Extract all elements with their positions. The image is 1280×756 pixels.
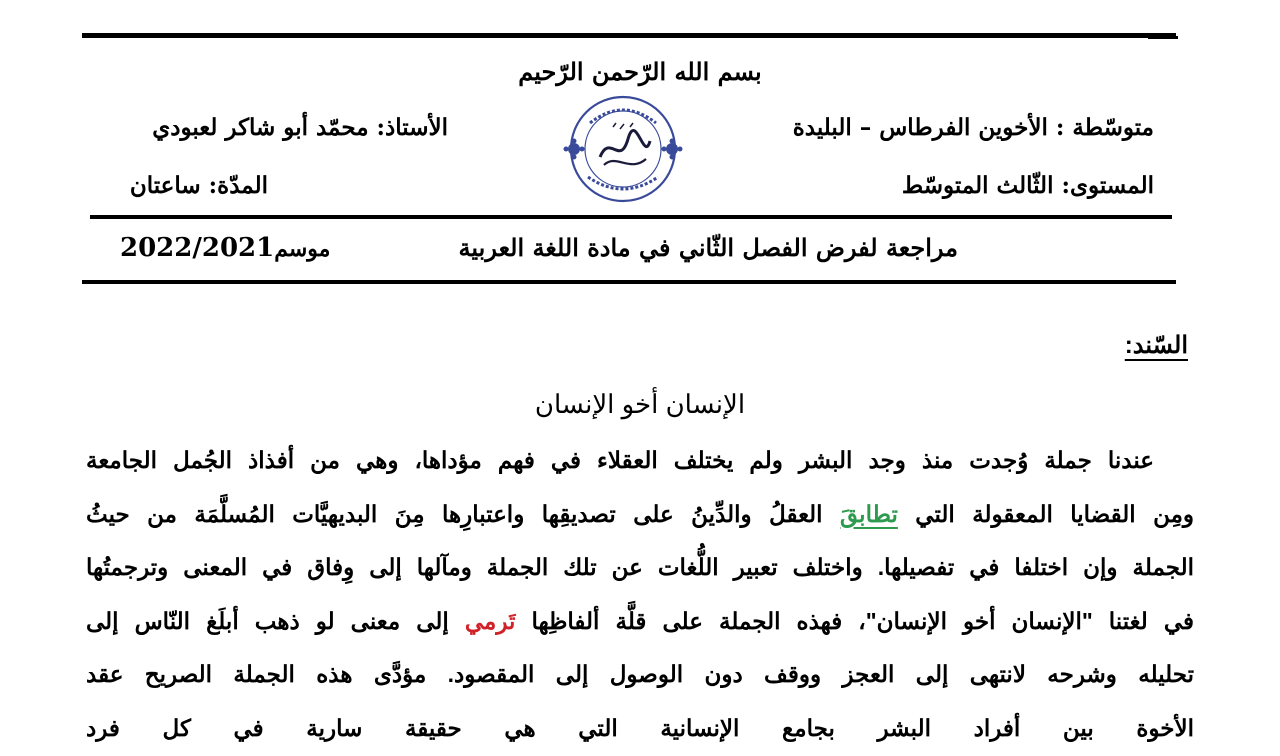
- section-label: السّند:: [1124, 332, 1188, 359]
- highlighted-word-green: تطابقَ: [840, 500, 898, 527]
- text-segment: العقلُ والدِّينُ على تصديقِها واعتبارِها مِنَ البديهيَّات المُسلَّمَة من حيثُ: [86, 500, 840, 527]
- text-segment: إلى معنى لو ذهب أبلَغ النّاس إلى: [86, 607, 465, 634]
- highlighted-word-red: تَرمي: [464, 607, 516, 634]
- text-segment: تحليله وشرحه لانتهى إلى العجز ووقف دون الوصول إلى المقصود. مؤدَّى هذه الجملة الصريح عقد: [86, 661, 1194, 688]
- school-name: متوسّطة : الأخوين الفرطاس – البليدة: [792, 114, 1154, 141]
- text-segment: الجملة وإن اختلفا في تفصيلها. واختلف تعبير اللُّغات عن تلك الجملة ومآلها إلى وِفاق في المعنى وترجمتُها: [86, 554, 1194, 581]
- school-season: [120, 228, 330, 269]
- text-segment: عندنا جملة وُجدت منذ وجد البشر ولم يختلف العقلاء في فهم مؤداها، وهي من أفذاذ الجُمل الجامعة: [86, 447, 1154, 473]
- text-segment: في لغتنا "الإنسان أخو الإنسان"، فهذه الجملة على قلَّة ألفاظِها: [515, 607, 1194, 634]
- top-rule-tail: [1148, 36, 1178, 39]
- exam-duration: المدّة: ساعتان: [129, 172, 268, 199]
- text-body: [86, 434, 1194, 756]
- season-label: موسم: [274, 236, 331, 262]
- top-rule: [82, 33, 1176, 38]
- season-years: 2022/2021: [120, 233, 275, 263]
- grade-level: المستوى: الثّالث المتوسّط: [901, 172, 1154, 199]
- text-line: [86, 595, 1194, 649]
- title-bottom-rule: [82, 280, 1176, 284]
- text-line: [86, 648, 1194, 702]
- teacher-name: الأستاذ: محمّد أبو شاكر لعبودي: [152, 114, 448, 141]
- text-line: [86, 488, 1194, 542]
- text-segment: ومِن القضايا المعقولة التي: [897, 500, 1195, 527]
- teacher-seal-logo-icon: [558, 93, 688, 205]
- text-line: [86, 434, 1194, 488]
- text-line: [86, 702, 1194, 756]
- header-divider: [90, 215, 1172, 219]
- basmala: بسم الله الرّحمن الرّحيم: [518, 57, 762, 86]
- text-line: [86, 541, 1194, 595]
- text-segment: الأخوة بين أفراد البشر بجامع الإنسانية التي هي حقيقة سارية في كل فرد: [86, 714, 1194, 741]
- text-title: الإنسان أخو الإنسان: [534, 389, 746, 419]
- exam-title: مراجعة لفرض الفصل الثّاني في مادة اللغة العربية: [458, 233, 958, 262]
